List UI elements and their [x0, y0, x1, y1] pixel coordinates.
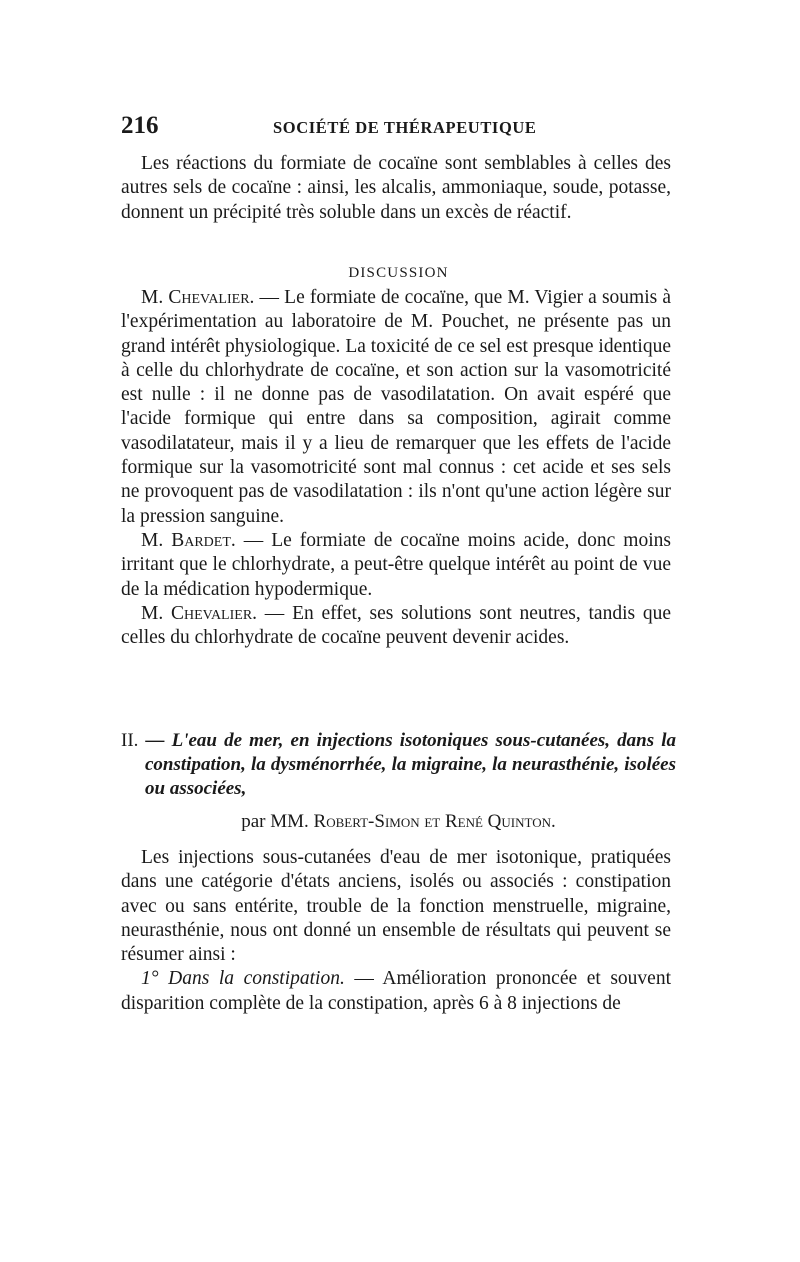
- speech-text: — Le formiate de cocaïne, que M. Vigier a soumis à l'expérimentation au laboratoire de M. Pouchet, ne présente pas un grand intérêt physiologique. La toxicité de ce sel est presque identique à celle du chlorhydrate de cocaïne, et son action sur la vasomotricité est nulle : il ne donne pas de vasodilatation. On avait espéré que l'acide formique qui entre dans sa composition, agirait comme vasodilatateur, mais il y a lieu de remarquer que les effets de l'acide formique sur la vasomotricité sont mal connus : cet acide et ses sels ne provoquent pas de vasodilatation : ils n'ont qu'une action légère sur la pression sanguine.: [121, 287, 671, 527]
- paragraph-text: — Amélioration prononcée et souvent disparition complète de la constipation, après 6 à 8 injections de: [121, 968, 671, 1014]
- running-title: SOCIÉTÉ DE THÉRAPEUTIQUE: [273, 118, 537, 137]
- article-title: [121, 729, 676, 801]
- speaker-name: M. Chevalier.: [141, 602, 258, 624]
- authors-names: Robert-Simon et René Quinton.: [313, 811, 556, 832]
- discussion-entry: [121, 529, 671, 602]
- discussion-section: [121, 286, 671, 650]
- speaker-name: M. Bardet.: [141, 529, 236, 551]
- speech-text: — Le formiate de cocaïne moins acide, donc moins irritant que le chlorhydrate, a peut-être quelque intérêt au point de vue de la médication hypodermique.: [121, 529, 671, 600]
- article-paragraph: [121, 967, 671, 1016]
- intro-paragraph: Les réactions du formiate de cocaïne sont semblables à celles des autres sels de cocaïne : ainsi, les alcalis, ammoniaque, soude, potasse, donnent un précipité très soluble dans un excès de réactif.: [121, 153, 671, 223]
- article-authors: [121, 811, 676, 833]
- authors-prefix: par MM.: [241, 811, 314, 832]
- speech-text: — En effet, ses solutions sont neutres, tandis que celles du chlorhydrate de cocaïne peuvent devenir acides.: [121, 602, 671, 649]
- discussion-heading: DISCUSSION: [348, 265, 449, 281]
- intro-section: [121, 152, 671, 225]
- discussion-entry: [121, 602, 671, 651]
- discussion-entry: [121, 286, 671, 529]
- page-number: 216: [121, 112, 159, 139]
- page-header: [121, 112, 676, 140]
- speaker-name: M. Chevalier.: [141, 287, 255, 308]
- article-heading: [121, 729, 676, 801]
- article-paragraph: Les injections sous-cutanées d'eau de mer isotonique, pratiquées dans une catégorie d'états anciens, isolés ou associés : constipation avec ou sans entérite, trouble de la fonction menstruelle, migraine, neurasthénie, nous ont donné un ensemble de résultats qui peuvent se résumer ainsi :: [121, 847, 671, 966]
- article-title-text: — L'eau de mer, en injections isotoniques sous-cutanées, dans la constipation, la dysménorrhée, la migraine, la neurasthénie, isolées ou associées,: [138, 730, 676, 799]
- article-body: [121, 846, 671, 1016]
- article-number: II.: [121, 730, 139, 751]
- paragraph-lead: 1° Dans la constipation.: [141, 968, 345, 990]
